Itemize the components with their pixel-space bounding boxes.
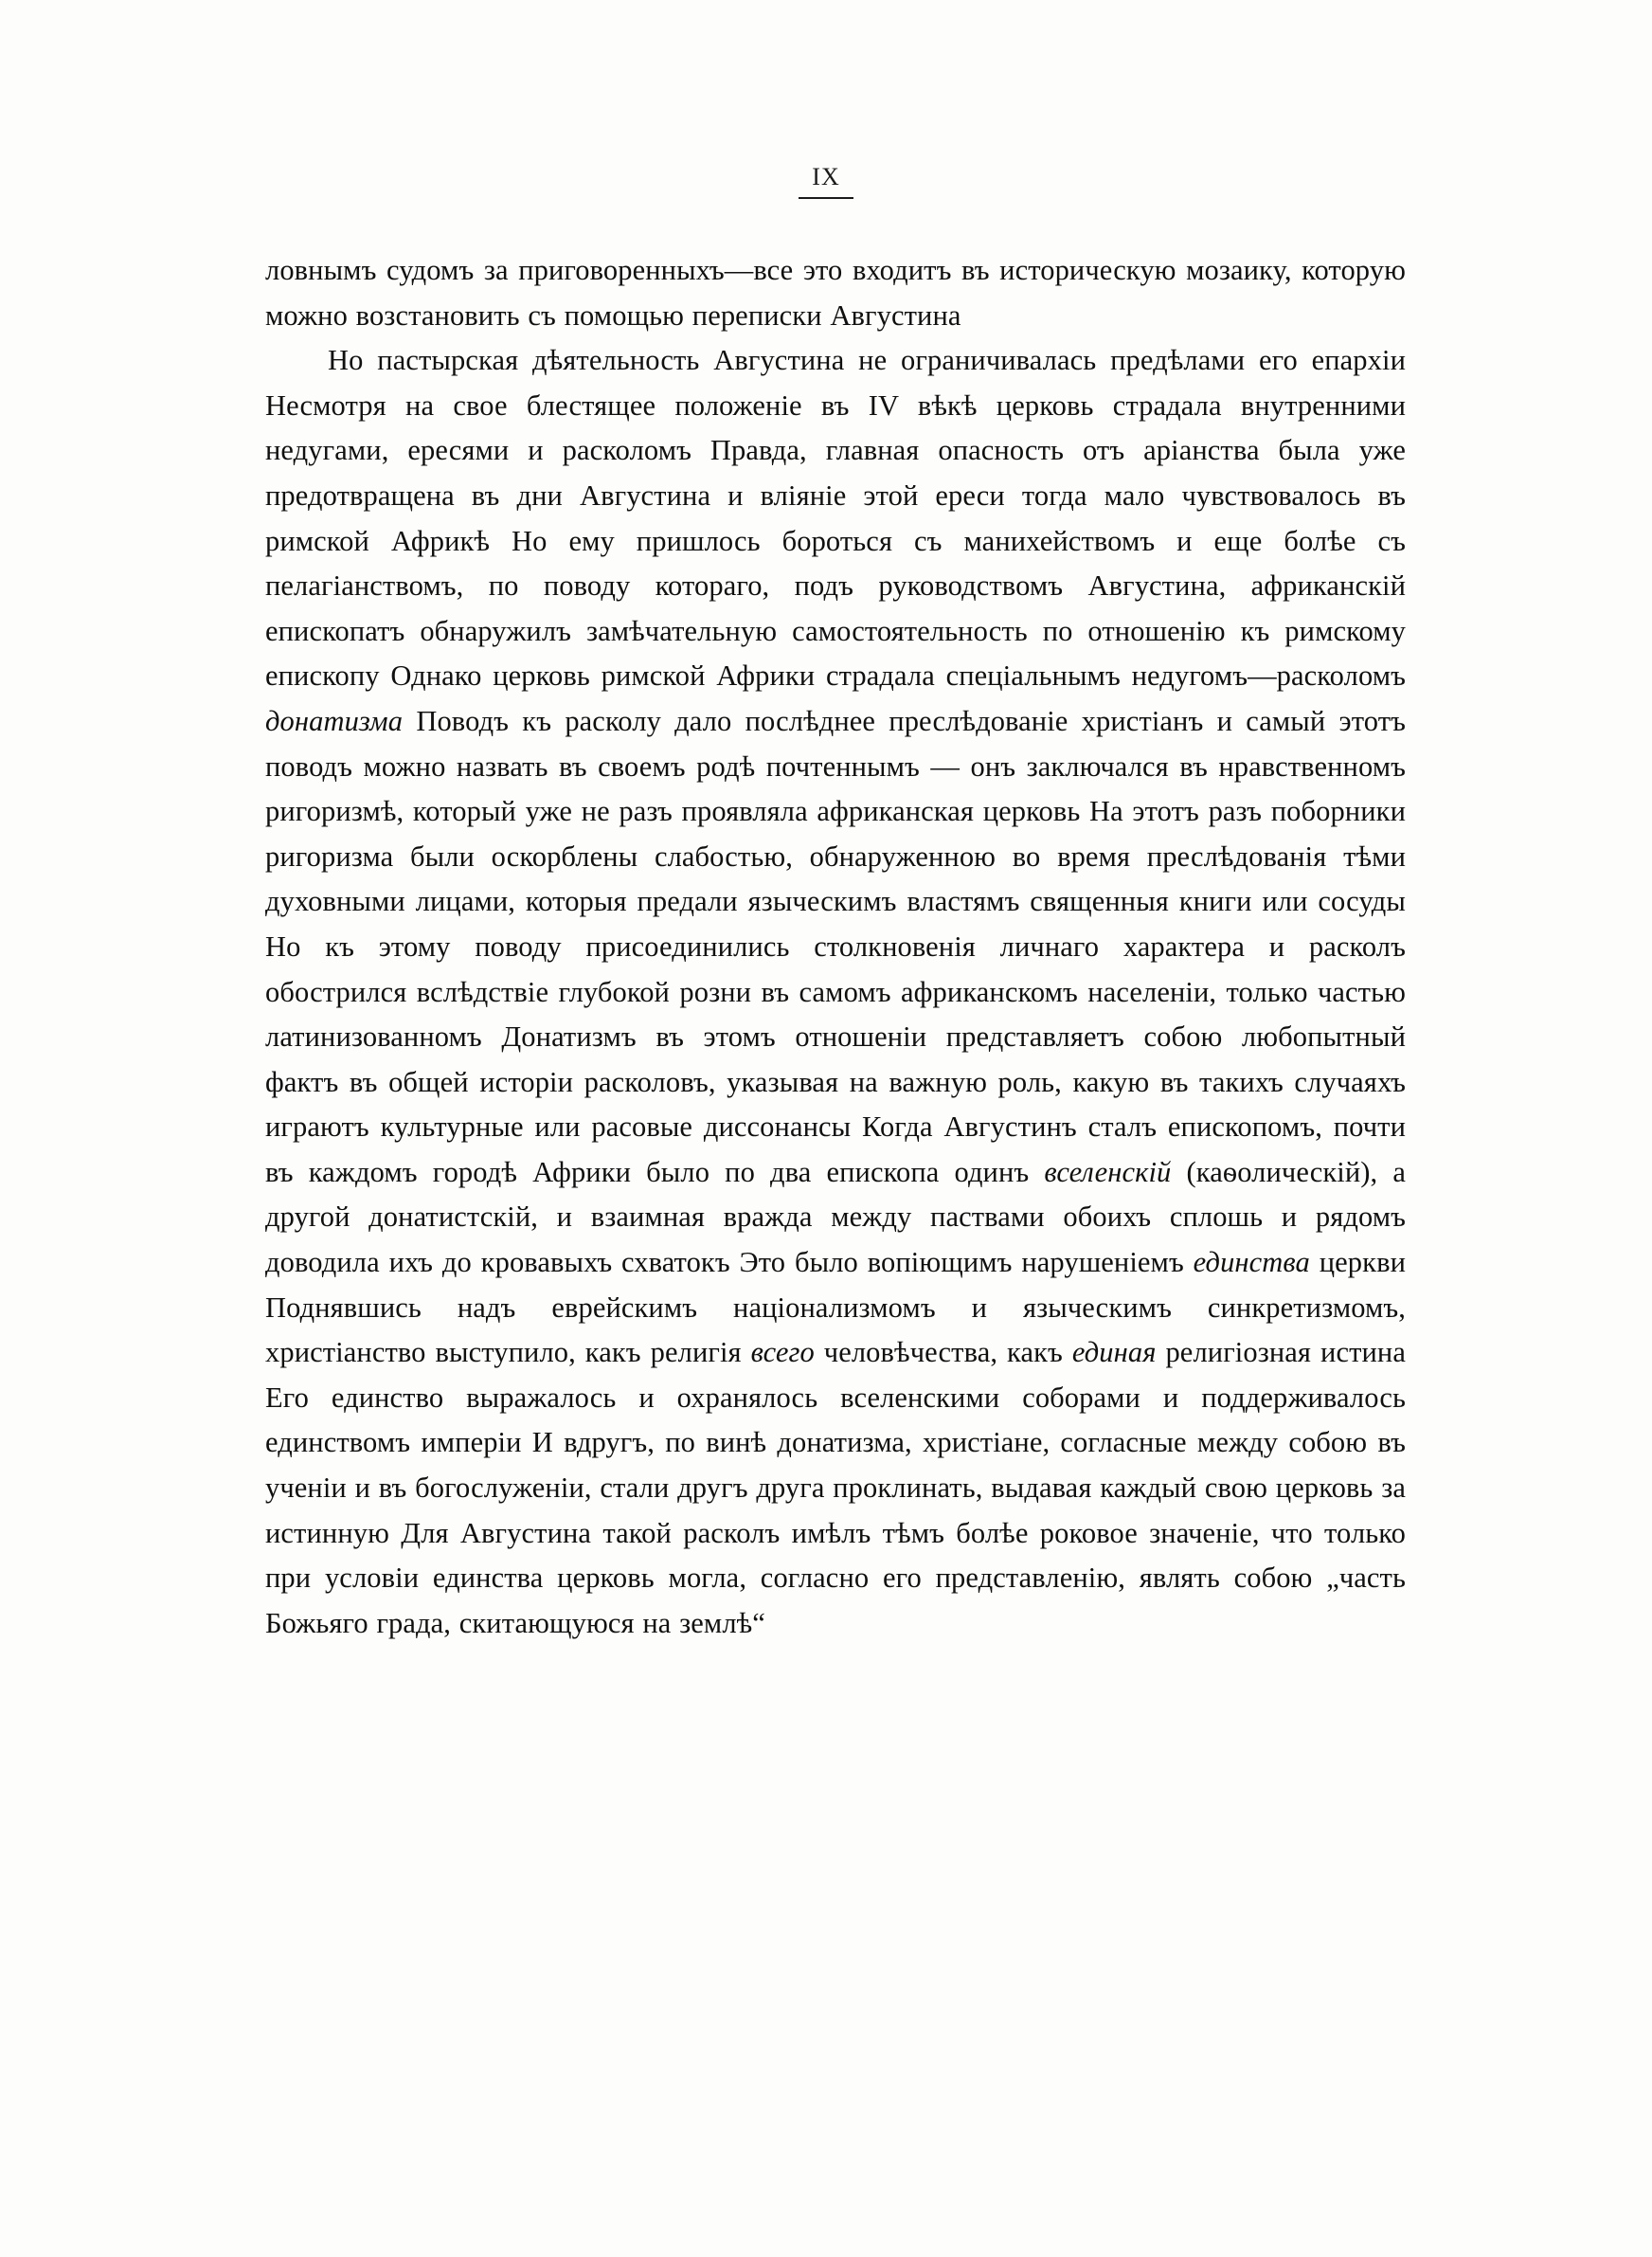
- page-number-container: [0, 163, 1652, 199]
- emphasis-text: донатизма: [265, 704, 404, 737]
- paragraph: ловнымъ судомъ за приговоренныхъ—все это входитъ въ историческую мозаику, которую можно возстановить съ помощью переписки Августина: [265, 254, 1406, 332]
- emphasis-text: единства: [1193, 1246, 1310, 1279]
- emphasis-text: вселенскiй: [1044, 1155, 1172, 1188]
- emphasis-text: всего: [750, 1336, 815, 1369]
- page-number: IX: [799, 163, 853, 199]
- paragraph: Но пастырская дѣятельность Августина не ограничивалась предѣлами его епархiи Несмотря на свое блестящее положенiе въ IV вѣкѣ церковь страдала внутренними недугами, ересями и расколомъ Правда, главная опасность отъ арiанства была уже предотвращена въ дни Августина и влiянiе этой ереси тогда мало чувствовалось въ римской Африкѣ Но ему пришлось бороться съ манихействомъ и еще болѣе съ пелагiанствомъ, по поводу котораго, подъ руководствомъ Августина, африканскiй епископатъ обнаружилъ замѣчательную самостоятельность по отношенiю къ римскому епископу Однако церковь римской Африки страдала спецiальнымъ недугомъ—расколомъ донатизма Поводъ къ расколу дало послѣднее преслѣдованiе христiанъ и самый этотъ поводъ можно назвать въ своемъ родѣ почтеннымъ — онъ заключался въ нравственномъ ригоризмѣ, который уже не разъ проявляла африканская церковь На этотъ разъ поборники ригоризма были оскорблены слабостью, обнаруженною во время преслѣдованiя тѣми духовными лицами, которыя предали языческимъ властямъ священныя книги или сосуды Но къ этому поводу присоединились столкновенiя личнаго характера и расколъ обострился вслѣдствiе глубокой розни въ самомъ африканскомъ населенiи, только частью латинизованномъ Донатизмъ въ этомъ отношенiи представляетъ собою любопытный фактъ въ общей исторiи расколовъ, указывая на важную роль, какую въ такихъ случаяхъ играютъ культурные или расовые диссонансы Когда Августинъ сталъ епископомъ, почти въ каждомъ городѣ Африки было по два епископа одинъ вселенскiй (каѳолическiй), а другой донатистскiй, и взаимная вражда между паствами обоихъ сплошь и рядомъ доводила ихъ до кровавыхъ схватокъ Это было вопiющимъ нарушенiемъ единства церкви Поднявшись надъ еврейскимъ нацiонализмомъ и языческимъ синкретизмомъ, христiанство выступило, какъ религiя всего человѣчества, какъ единая религiозная истина Его единство выражалось и охранялось вселенскими соборами и поддерживалось единствомъ имперiи И вдругъ, по винѣ донатизма, христiане, согласные между собою въ ученiи и въ богослуженiи, стали другъ друга проклинать, выдавая каждый свою церковь за истинную Для Августина такой расколъ имѣлъ тѣмъ болѣе роковое значенiе, что только при условiи единства церковь могла, согласно его представленiю, являть собою „часть Божьяго града, скитающуюся на землѣ“: [265, 344, 1407, 1639]
- emphasis-text: единая: [1071, 1336, 1157, 1369]
- body-text: [265, 248, 1406, 1646]
